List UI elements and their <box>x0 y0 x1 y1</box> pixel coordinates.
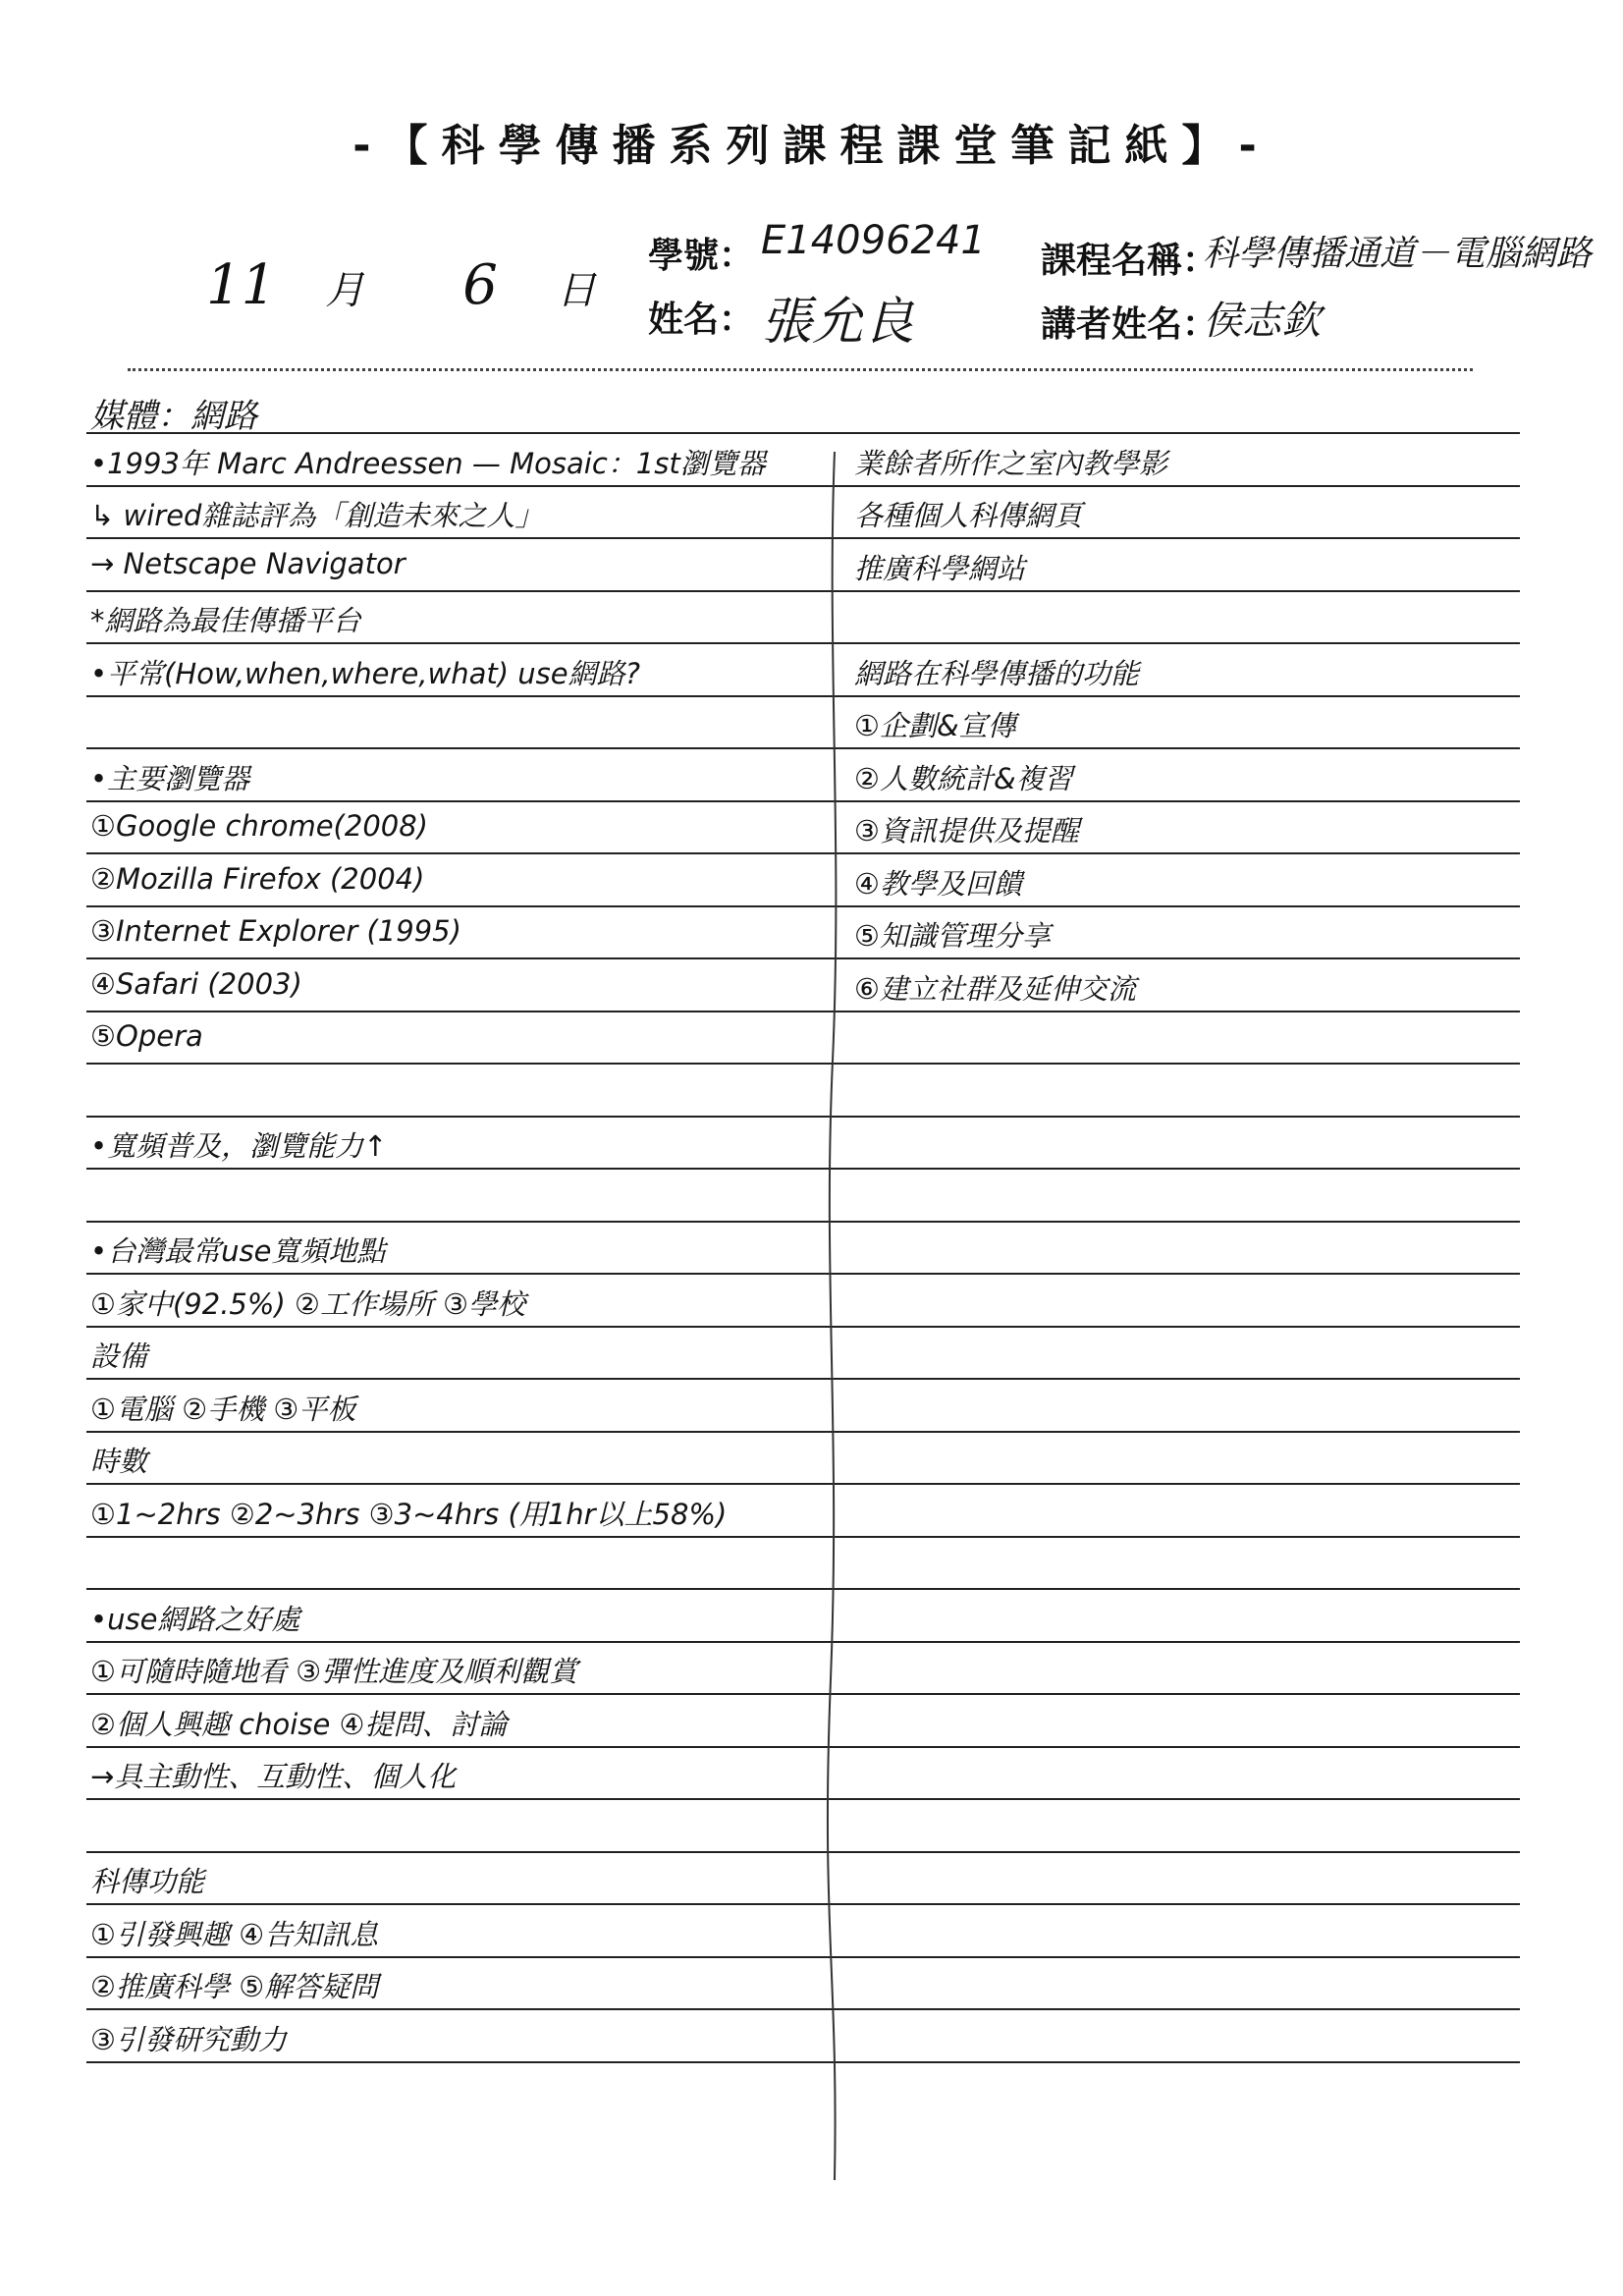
left-note-line: 設備 <box>90 1339 148 1373</box>
student-id-value: E14096241 <box>761 218 986 263</box>
right-note-line: ③資訊提供及提醒 <box>854 814 1079 847</box>
left-note-line: ①1~2hrs ②2~3hrs ③3~4hrs (用1hr以上58%) <box>90 1498 728 1531</box>
ruled-line <box>86 800 1520 802</box>
left-note-line: ①Google chrome(2008) <box>90 809 428 843</box>
column-divider <box>825 452 848 2180</box>
ruled-line <box>86 1693 1520 1695</box>
left-note-line: •1993年 Marc Andreessen — Mosaic：1st瀏覽器 <box>90 447 766 480</box>
left-note-line: •平常(How,when,where,what) use網路? <box>90 657 641 690</box>
ruled-line <box>86 1063 1520 1065</box>
left-note-line: •主要瀏覽器 <box>90 762 250 795</box>
left-note-line: ①可隨時隨地看 ③彈性進度及順利觀賞 <box>90 1655 578 1688</box>
ruled-line <box>86 642 1520 644</box>
left-note-line: ①電腦 ②手機 ③平板 <box>90 1393 356 1426</box>
ruled-line <box>86 1116 1520 1118</box>
ruled-line <box>86 2008 1520 2010</box>
ruled-line <box>86 590 1520 592</box>
ruled-line <box>86 1168 1520 1170</box>
left-note-line: •寬頻普及，瀏覽能力↑ <box>90 1129 388 1163</box>
left-note-line: →具主動性、互動性、個人化 <box>90 1760 457 1793</box>
right-note-line: 網路在科學傳播的功能 <box>854 657 1140 690</box>
ruled-line <box>86 1798 1520 1800</box>
ruled-line <box>86 1746 1520 1748</box>
ruled-line <box>86 1536 1520 1538</box>
ruled-line <box>86 1483 1520 1485</box>
speaker-label: 講者姓名： <box>1041 304 1218 345</box>
left-note-line: ↳ wired雜誌評為「創造未來之人」 <box>90 499 544 532</box>
ruled-line <box>86 1588 1520 1590</box>
right-note-line: ②人數統計&複習 <box>854 762 1073 795</box>
ruled-line <box>86 747 1520 749</box>
course-value: 科學傳播通道－電腦網路 <box>1203 234 1593 274</box>
ruled-line <box>86 957 1520 959</box>
ruled-line <box>86 905 1520 907</box>
left-note-line: ③Internet Explorer (1995) <box>90 914 461 948</box>
left-note-line: 時數 <box>90 1445 148 1478</box>
left-note-line: ③引發研究動力 <box>90 2023 287 2056</box>
ruled-line <box>86 432 1520 434</box>
right-note-line: 業餘者所作之室內教學影 <box>854 447 1168 480</box>
right-note-line: 推廣科學網站 <box>854 552 1026 585</box>
ruled-line <box>86 1956 1520 1958</box>
ruled-line <box>86 1221 1520 1223</box>
student-id-label: 學號： <box>648 236 755 276</box>
date <box>206 253 596 317</box>
left-note-line: •台灣最常use寬頻地點 <box>90 1234 386 1268</box>
name-label: 姓名： <box>648 300 755 340</box>
left-note-line: ②Mozilla Firefox (2004) <box>90 862 425 896</box>
ruled-line <box>86 485 1520 487</box>
left-note-line: 科傳功能 <box>90 1865 205 1898</box>
left-note-line: ①家中(92.5%) ②工作場所 ③學校 <box>90 1287 526 1321</box>
left-note-line: ②推廣科學 ⑤解答疑問 <box>90 1970 379 2003</box>
right-note-line: 各種個人科傳網頁 <box>854 499 1083 532</box>
ruled-line <box>86 1431 1520 1433</box>
left-note-line: ④Safari (2003) <box>90 967 302 1001</box>
left-note-line: → Netscape Navigator <box>90 547 406 580</box>
ruled-line <box>86 1903 1520 1905</box>
ruled-line <box>86 1378 1520 1380</box>
course-label: 課程名稱： <box>1041 241 1218 281</box>
name-value: 張允良 <box>761 293 915 352</box>
left-note-line: ⑤Opera <box>90 1019 203 1053</box>
header-separator <box>128 368 1473 371</box>
left-note-line: ①引發興趣 ④告知訊息 <box>90 1918 379 1951</box>
right-note-line: ⑥建立社群及延伸交流 <box>854 972 1136 1006</box>
left-note-line: •use網路之好處 <box>90 1603 300 1636</box>
date-month: 11 <box>206 253 277 317</box>
speaker-value: 侯志欽 <box>1203 299 1321 344</box>
ruled-line <box>86 537 1520 539</box>
ruled-line <box>86 2061 1520 2063</box>
date-month-label: 月 <box>325 268 365 313</box>
ruled-line <box>86 1641 1520 1643</box>
right-note-line: ④教學及回饋 <box>854 867 1022 901</box>
ruled-line <box>86 852 1520 854</box>
ruled-line <box>86 1326 1520 1328</box>
left-note-line: 媒體：網路 <box>90 397 257 436</box>
page-title: -【科學傳播系列課程課堂筆記紙】- <box>352 121 1271 171</box>
right-note-line: ①企劃&宣傳 <box>854 709 1016 742</box>
right-note-line: ⑤知識管理分享 <box>854 919 1051 953</box>
left-note-line: ②個人興趣 choise ④提問、討論 <box>90 1708 508 1741</box>
ruled-line <box>86 695 1520 697</box>
ruled-line <box>86 1011 1520 1012</box>
date-day: 6 <box>462 253 498 317</box>
date-day-label: 日 <box>556 268 596 313</box>
ruled-line <box>86 1273 1520 1275</box>
left-note-line: *網路為最佳傳播平台 <box>90 604 361 637</box>
ruled-line <box>86 1851 1520 1853</box>
